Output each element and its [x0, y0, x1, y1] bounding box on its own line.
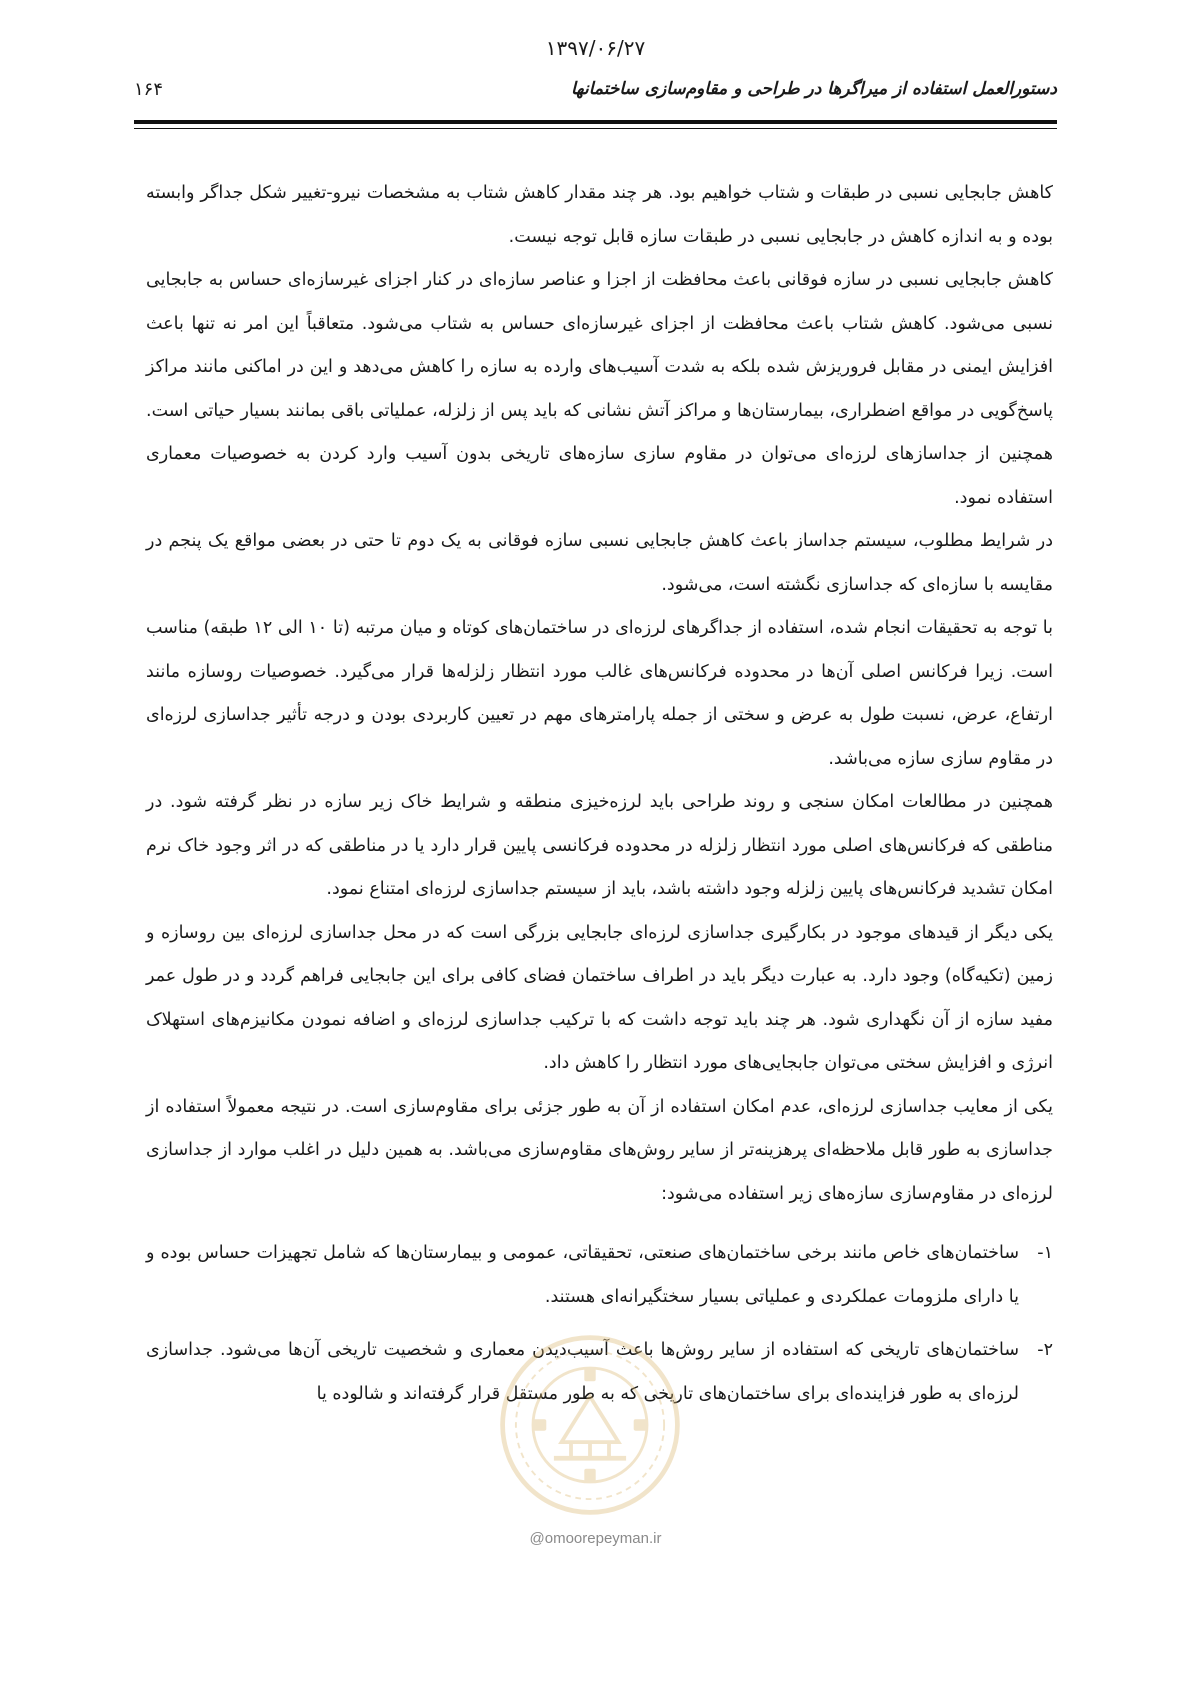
paragraph: یکی دیگر از قیدهای موجود در بکارگیری جداسازی لرزه‌ای جابجایی بزرگی است که در محل جداسازی لرزه‌ای بین روسازه و زمین (تکیه‌گاه) وجود دارد. به عبارت دیگر باید در اطراف ساختمان فضای کافی برای این جابجایی فراهم گردد و در طول عمر مفید سازه از آن نگهداری شود. هر چند باید توجه داشت که با ترکیب جداسازی لرزه‌ای و اضافه نمودن مکانیزم‌های استهلاک انرژی و افزایش سختی می‌توان جابجایی‌های مورد انتظار را کاهش داد.: [146, 922, 1053, 1073]
paragraph: با توجه به تحقیقات انجام شده، استفاده از جداگرهای لرزه‌ای در ساختمان‌های کوتاه و میان مرتبه (تا ۱۰ الی ۱۲ طبقه) مناسب است. زیرا فرکانس اصلی آن‌ها در محدوده فرکانس‌های غالب مورد انتظار زلزله‌ها قرار می‌گیرد. خصوصیات روسازه مانند ارتفاع، عرض، نسبت طول به عرض و سختی از جمله پارامترهای مهم در تعیین کاربردی بودن و درجه تأثیر جداسازی لرزه‌ای در مقاوم سازی سازه می‌باشد.: [146, 618, 1054, 769]
list-item-number: ۱-: [1037, 1243, 1053, 1263]
list-item-text: ساختمان‌های خاص مانند برخی ساختمان‌های صنعتی، تحقیقاتی، عمومی و بیمارستان‌ها که شامل تجهیزات حساس بوده و یا دارای ملزومات عملکردی و عملیاتی بسیار سختگیرانه‌ای هستند.: [146, 1243, 1019, 1307]
watermark-url: @omoorepeyman.ir: [529, 1530, 662, 1547]
running-title: دستورالعمل استفاده از میراگرها در طراحی و مقاوم‌سازی ساختمانها: [570, 79, 1057, 99]
paragraph: کاهش جابجایی نسبی در طبقات و شتاب خواهیم بود. هر چند مقدار کاهش شتاب به مشخصات نیرو-تغییر شکل جداگر وابسته بوده و به اندازه کاهش در جابجایی نسبی در طبقات سازه قابل توجه نیست.: [146, 183, 1053, 247]
numbered-list: [146, 1232, 1053, 1416]
running-header: [134, 74, 1057, 104]
list-item-number: ۲-: [1037, 1340, 1053, 1360]
page-number: ۱۶۴: [134, 78, 164, 100]
paragraph: همچنین در مطالعات امکان سنجی و روند طراحی باید لرزه‌خیزی منطقه و شرایط خاک زیر سازه در نظر گرفته شود. در مناطقی که فرکانس‌های اصلی مورد انتظار زلزله در محدوده فرکانسی پایین قرار دارد یا در مناطقی که در اثر وجود خاک نرم امکان تشدید فرکانس‌های پایین زلزله وجود داشته باشد، باید از سیستم جداسازی لرزه‌ای امتناع نمود.: [146, 792, 1053, 899]
header-rule-thin: [134, 128, 1057, 129]
paragraph: در شرایط مطلوب، سیستم جداساز باعث کاهش جابجایی نسبی سازه فوقانی به یک دوم تا حتی در بعضی مواقع یک پنجم در مقایسه با سازه‌ای که جداسازی نگشته است، می‌شود.: [146, 531, 1053, 595]
list-item: [146, 1329, 1053, 1416]
list-item: [146, 1232, 1053, 1319]
header-rule-thick: [134, 120, 1057, 124]
main-text: [146, 172, 1053, 1432]
paragraph: کاهش جابجایی نسبی در سازه فوقانی باعث محافظت از اجزا و عناصر سازه‌ای در کنار اجزای غیرسازه‌ای حساس به جابجایی نسبی می‌شود. کاهش شتاب باعث محافظت از اجزای غیرسازه‌ای حساس به شتاب می‌شود. متعاقباً این امر نه تنها باعث افزایش ایمنی در مقابل فروریزش شده بلکه به شدت آسیب‌های وارده به سازه را کاهش می‌دهد و این در اماکنی مانند مراکز پاسخ‌گویی در مواقع اضطراری، بیمارستان‌ها و مراکز آتش نشانی که باید پس از زلزله، عملیاتی باقی بمانند بسیار حیاتی است. همچنین از جداسازهای لرزه‌ای می‌توان در مقاوم سازی سازه‌های تاریخی بدون آسیب وارد کردن به خصوصیات معماری استفاده نمود.: [146, 270, 1053, 508]
list-item-text: ساختمان‌های تاریخی که استفاده از سایر روش‌ها باعث آسیب‌دیدن معماری و شخصیت تاریخی آن‌ها می‌شود. جداسازی لرزه‌ای به طور فزاینده‌ای برای ساختمان‌های تاریخی که به طور مستقل قرار گرفته‌اند و شالوده یا: [146, 1340, 1019, 1404]
page-date: ۱۳۹۷/۰۶/۲۷: [545, 36, 646, 60]
paragraph: یکی از معایب جداسازی لرزه‌ای، عدم امکان استفاده از آن به طور جزئی برای مقاوم‌سازی است. در نتیجه معمولاً استفاده از جداسازی به طور قابل ملاحظه‌ای پرهزینه‌تر از سایر روش‌های مقاوم‌سازی می‌باشد. به همین دلیل در اغلب موارد از جداسازی لرزه‌ای در مقاوم‌سازی سازه‌های زیر استفاده می‌شود:: [146, 1096, 1053, 1204]
